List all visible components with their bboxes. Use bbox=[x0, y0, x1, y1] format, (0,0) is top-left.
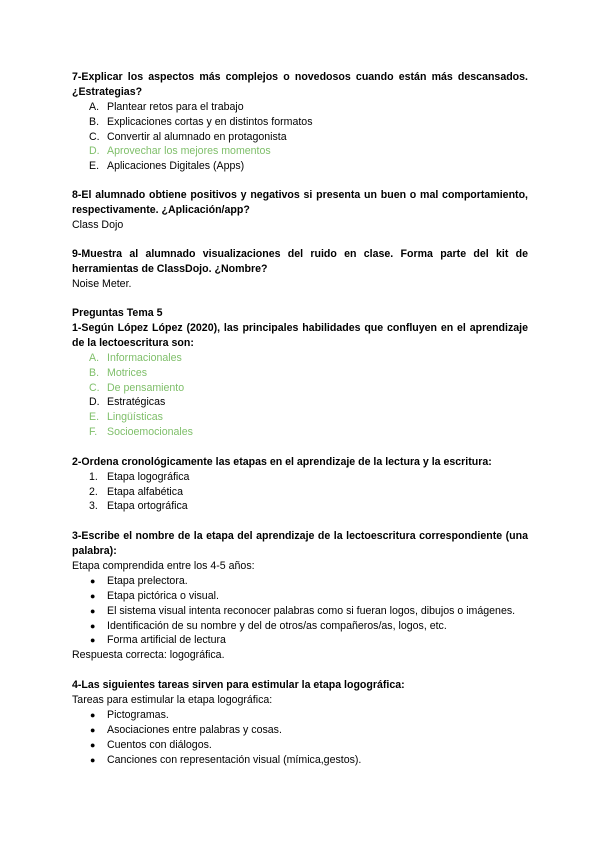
tema5-question-4-intro: Tareas para estimular la etapa logográfica: bbox=[72, 694, 273, 707]
bullet-item bbox=[72, 633, 528, 648]
spacer bbox=[72, 233, 528, 247]
item-text: Etapa logográfica bbox=[107, 470, 190, 483]
option-text: Informacionales bbox=[107, 351, 182, 364]
spacer bbox=[72, 514, 528, 529]
option-marker: A. bbox=[89, 351, 100, 364]
option-marker: E. bbox=[89, 411, 100, 424]
section-heading-tema-5: Preguntas Tema 5 bbox=[72, 306, 163, 319]
tema5-question-4-bullets bbox=[72, 708, 528, 767]
option-marker: F. bbox=[89, 425, 98, 438]
option-text: Explicaciones cortas y en distintos formatos bbox=[107, 115, 313, 128]
option-text: Aprovechar los mejores momentos bbox=[107, 145, 271, 158]
bullet-text: Etapa pictórica o visual. bbox=[107, 589, 219, 602]
option-item-correct bbox=[72, 381, 528, 396]
bullet-text: Identificación de su nombre y del de otros/as compañeros/as, logos, etc. bbox=[107, 619, 447, 632]
question-7-title: 7-Explicar los aspectos más complejos o novedosos cuando están más descansados. ¿Estrategias? bbox=[72, 71, 528, 98]
tema5-question-4-title: 4-Las siguientes tareas sirven para estimular la etapa logográfica: bbox=[72, 679, 405, 692]
option-marker: B. bbox=[89, 366, 100, 379]
option-item bbox=[72, 115, 528, 130]
tema5-question-2-items bbox=[72, 470, 528, 514]
bullet-item bbox=[72, 723, 528, 738]
option-item bbox=[72, 395, 528, 410]
option-item bbox=[72, 130, 528, 145]
question-8-title: 8-El alumnado obtiene positivos y negativos si presenta un buen o mal comportamiento, respectivamente. ¿Aplicación/app? bbox=[72, 188, 528, 216]
tema5-question-3-answer: Respuesta correcta: logográfica. bbox=[72, 649, 225, 662]
spacer bbox=[72, 440, 528, 455]
option-text: Socioemocionales bbox=[107, 425, 193, 438]
bullet-text: El sistema visual intenta reconocer palabras como si fueran logos, dibujos o imágenes. bbox=[107, 604, 516, 617]
option-item bbox=[72, 100, 528, 115]
bullet-icon: ● bbox=[90, 620, 96, 631]
bullet-text: Canciones con representación visual (mímica,gestos). bbox=[107, 753, 362, 766]
option-marker: C. bbox=[89, 130, 100, 143]
bullet-icon: ● bbox=[90, 590, 96, 601]
bullet-item bbox=[72, 619, 528, 634]
option-item-correct bbox=[72, 425, 528, 440]
tema5-question-1-title: 1-Según López López (2020), las principales habilidades que confluyen en el aprendizaje de la lectoescritura son: bbox=[72, 321, 528, 349]
bullet-icon: ● bbox=[90, 739, 96, 750]
question-7-options bbox=[72, 100, 528, 174]
tema5-question-1-options bbox=[72, 351, 528, 440]
option-marker: A. bbox=[89, 101, 100, 113]
bullet-icon: ● bbox=[90, 710, 96, 721]
bullet-item bbox=[72, 708, 528, 723]
item-marker: 2. bbox=[89, 485, 98, 498]
bullet-icon: ● bbox=[90, 605, 96, 616]
question-8-answer: Class Dojo bbox=[72, 218, 124, 231]
bullet-item bbox=[72, 753, 528, 768]
document-page bbox=[72, 70, 528, 767]
option-text: Convertir al alumnado en protagonista bbox=[107, 130, 287, 143]
bullet-item bbox=[72, 604, 528, 619]
option-item-correct bbox=[72, 144, 528, 159]
bullet-text: Cuentos con diálogos. bbox=[107, 738, 212, 751]
bullet-icon: ● bbox=[90, 576, 96, 587]
option-marker: D. bbox=[89, 396, 100, 409]
item-marker: 3. bbox=[89, 500, 98, 513]
option-marker: D. bbox=[89, 145, 100, 158]
bullet-text: Asociaciones entre palabras y cosas. bbox=[107, 723, 282, 736]
option-text: Plantear retos para el trabajo bbox=[107, 101, 244, 113]
item-text: Etapa alfabética bbox=[107, 485, 183, 498]
option-text: Estratégicas bbox=[107, 396, 166, 409]
option-marker: B. bbox=[89, 115, 100, 128]
option-item-correct bbox=[72, 410, 528, 425]
bullet-item bbox=[72, 589, 528, 604]
spacer bbox=[72, 174, 528, 188]
option-item-correct bbox=[72, 366, 528, 381]
ordered-item bbox=[72, 499, 528, 514]
option-text: De pensamiento bbox=[107, 381, 185, 394]
option-item bbox=[72, 159, 528, 174]
bullet-item bbox=[72, 574, 528, 589]
item-marker: 1. bbox=[89, 470, 98, 483]
bullet-icon: ● bbox=[90, 754, 96, 765]
option-text: Aplicaciones Digitales (Apps) bbox=[107, 160, 245, 173]
bullet-item bbox=[72, 738, 528, 753]
bullet-text: Forma artificial de lectura bbox=[107, 634, 226, 647]
option-marker: E. bbox=[89, 160, 100, 173]
ordered-item bbox=[72, 485, 528, 500]
question-9-title: 9-Muestra al alumnado visualizaciones del ruido en clase. Forma parte del kit de herramientas de ClassDojo. ¿Nombre? bbox=[72, 247, 528, 275]
option-marker: C. bbox=[89, 381, 100, 394]
tema5-question-3-title: 3-Escribe el nombre de la etapa del aprendizaje de la lectoescritura correspondiente (una palabra): bbox=[72, 530, 528, 558]
option-text: Lingüísticas bbox=[107, 411, 163, 424]
option-text: Motrices bbox=[107, 366, 148, 379]
bullet-icon: ● bbox=[90, 635, 96, 646]
tema5-question-3-intro: Etapa comprendida entre los 4-5 años: bbox=[72, 560, 255, 573]
ordered-item bbox=[72, 470, 528, 485]
bullet-icon: ● bbox=[90, 724, 96, 735]
tema5-question-2-title: 2-Ordena cronológicamente las etapas en el aprendizaje de la lectura y la escritura: bbox=[72, 455, 492, 468]
option-item-correct bbox=[72, 351, 528, 366]
question-9-answer: Noise Meter. bbox=[72, 277, 132, 290]
item-text: Etapa ortográfica bbox=[107, 500, 188, 513]
bullet-text: Etapa prelectora. bbox=[107, 575, 188, 588]
spacer bbox=[72, 292, 528, 306]
spacer bbox=[72, 663, 528, 678]
tema5-question-3-bullets bbox=[72, 574, 528, 648]
bullet-text: Pictogramas. bbox=[107, 709, 169, 722]
